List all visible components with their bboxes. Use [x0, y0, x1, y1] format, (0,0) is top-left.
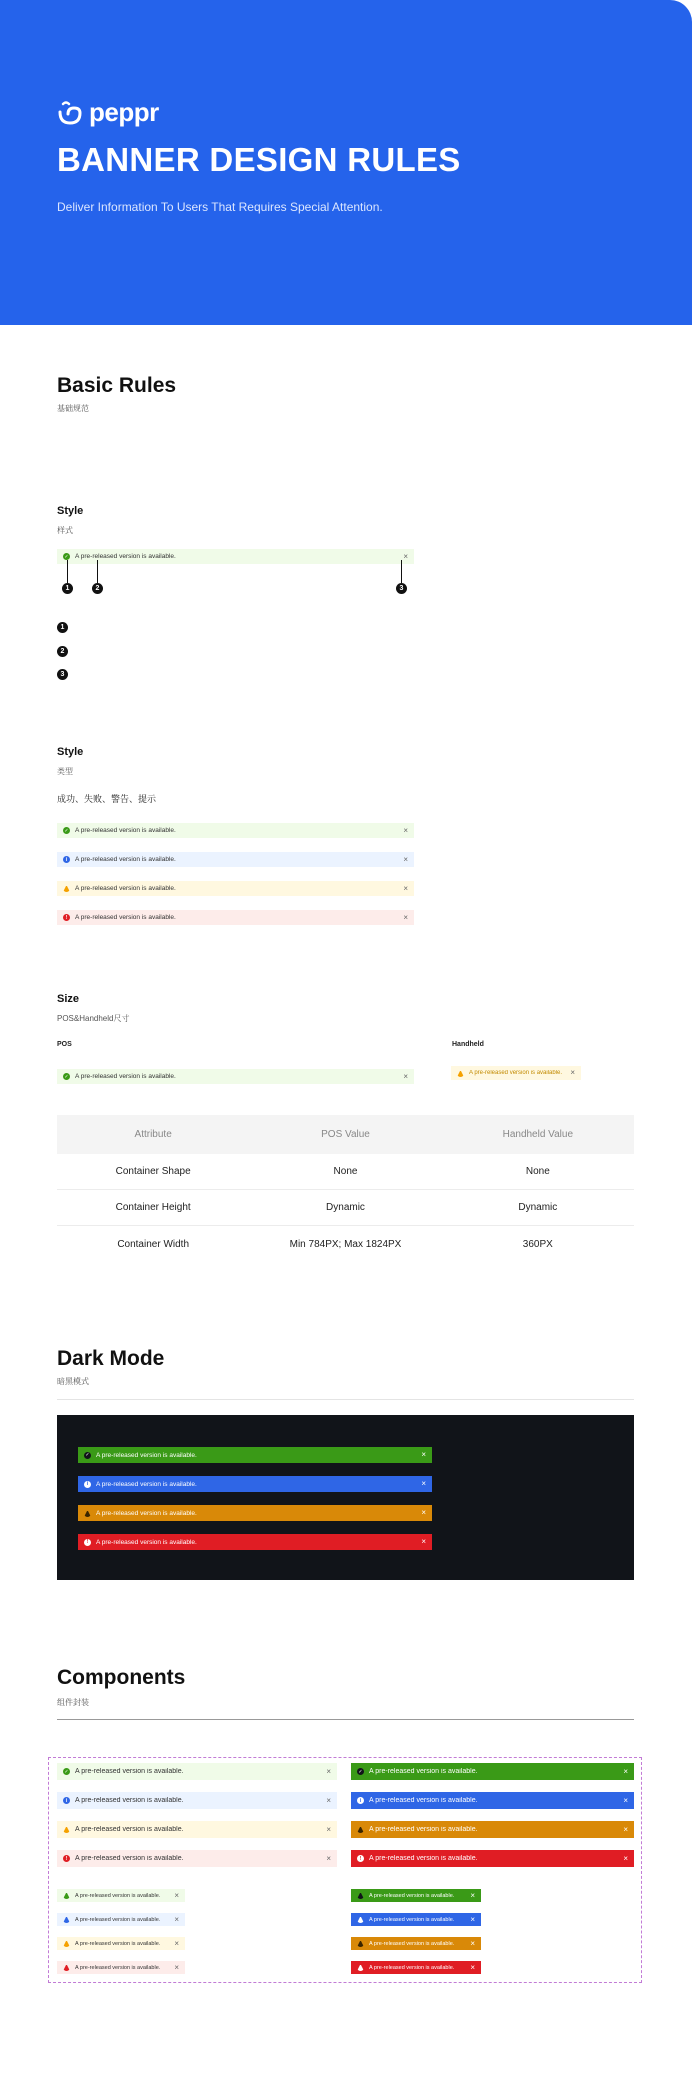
dark-info-banner: [78, 1476, 432, 1492]
banner-text: A pre-released version is available.: [96, 1451, 197, 1459]
table-row: [57, 1154, 634, 1190]
banner-text: A pre-released version is available.: [96, 1538, 197, 1546]
banner-text: A pre-released version is available.: [75, 827, 176, 834]
close-icon[interactable]: ×: [421, 1450, 426, 1459]
close-icon[interactable]: ×: [623, 1795, 628, 1805]
info-icon: i: [63, 856, 70, 863]
anatomy-banner: [57, 549, 414, 564]
banner-text: A pre-released version is available.: [75, 1768, 184, 1775]
close-icon[interactable]: ×: [623, 1824, 628, 1834]
error-banner: [57, 910, 414, 925]
peppr-logo: [57, 97, 159, 128]
size-subtitle: POS&Handheld尺寸: [57, 1014, 130, 1023]
basic-rules-subtitle: 基础规范: [57, 404, 89, 413]
peppr-logo-icon: [57, 100, 83, 126]
close-icon[interactable]: ×: [326, 1766, 331, 1776]
banner-text: A pre-released version is available.: [369, 1892, 455, 1899]
banner-text: A pre-released version is available.: [75, 1964, 161, 1971]
close-icon[interactable]: ×: [470, 1938, 475, 1948]
table-cell: Min 784PX; Max 1824PX: [289, 1238, 402, 1250]
close-icon[interactable]: ×: [470, 1914, 475, 1924]
legend-marker-1: 1: [57, 622, 68, 633]
warning-icon: [357, 1826, 364, 1833]
legend-marker-2: 2: [57, 646, 68, 657]
table-row: [57, 1190, 634, 1226]
size-table: [57, 1115, 634, 1262]
comp-handheld-info-dark: [351, 1913, 481, 1926]
close-icon[interactable]: ×: [326, 1853, 331, 1863]
table-cell: 360PX: [522, 1238, 553, 1250]
components-subtitle: 组件封装: [57, 1698, 89, 1707]
info-icon: i: [357, 1797, 364, 1804]
success-check-icon: ✓: [64, 553, 69, 560]
comp-handheld-success-light: [57, 1889, 185, 1902]
handheld-label: Handheld: [452, 1041, 484, 1048]
banner-text: A pre-released version is available.: [75, 1855, 184, 1862]
banner-text: A pre-released version is available.: [75, 1826, 184, 1833]
close-icon[interactable]: ×: [403, 912, 408, 922]
close-icon[interactable]: ×: [623, 1766, 628, 1776]
info-icon: i: [63, 1797, 70, 1804]
close-icon[interactable]: ×: [403, 1071, 408, 1081]
dark-warning-banner: [78, 1505, 432, 1521]
components-title: Components: [57, 1666, 186, 1689]
dark-mode-subtitle: 暗黑模式: [57, 1377, 89, 1386]
section-divider: [57, 1399, 634, 1400]
comp-warning-light: [57, 1821, 337, 1838]
table-row: [57, 1226, 634, 1262]
banner-text: A pre-released version is available.: [75, 553, 176, 560]
comp-handheld-warning-dark: [351, 1937, 481, 1950]
pos-banner: [57, 1069, 414, 1084]
marker-line-1: [67, 560, 68, 583]
style-types-title: Style: [57, 746, 84, 758]
warning-icon: [63, 1826, 70, 1833]
success-check-icon: ✓: [85, 1452, 90, 1458]
info-banner: [57, 852, 414, 867]
comp-error-dark: [351, 1850, 634, 1867]
table-header-cell: POS Value: [321, 1129, 370, 1140]
warning-icon: [457, 1070, 464, 1077]
marker-2: 2: [92, 583, 103, 594]
table-cell: Container Shape: [115, 1166, 191, 1177]
table-cell: Container Height: [115, 1202, 191, 1213]
marker-1: 1: [62, 583, 73, 594]
warning-icon: [84, 1510, 91, 1517]
logo-text: peppr: [89, 97, 159, 127]
error-icon: !: [84, 1539, 91, 1546]
banner-text: A pre-released version is available.: [369, 1916, 455, 1923]
style-types-subtitle: 类型: [57, 767, 73, 776]
close-icon[interactable]: ×: [403, 854, 408, 864]
close-icon[interactable]: ×: [174, 1962, 179, 1972]
close-icon[interactable]: ×: [326, 1824, 331, 1834]
error-icon: [357, 1964, 364, 1971]
section-divider: [57, 1719, 634, 1720]
table-cell: Dynamic: [326, 1202, 365, 1213]
banner-text: A pre-released version is available.: [75, 1892, 161, 1899]
comp-error-light: [57, 1850, 337, 1867]
handheld-banner: [451, 1066, 581, 1080]
banner-text: A pre-released version is available.: [75, 914, 176, 921]
style-anatomy-subtitle: 样式: [57, 526, 73, 535]
error-icon: !: [63, 1855, 70, 1862]
banner-text: A pre-released version is available.: [369, 1797, 478, 1804]
info-icon: [357, 1916, 364, 1923]
close-icon[interactable]: ×: [623, 1853, 628, 1863]
banner-text: A pre-released version is available.: [96, 1509, 197, 1517]
close-icon[interactable]: ×: [174, 1938, 179, 1948]
dark-success-banner: [78, 1447, 432, 1463]
error-icon: !: [63, 914, 70, 921]
dark-mode-panel: [57, 1415, 634, 1580]
legend-marker-3: 3: [57, 669, 68, 680]
comp-success-light: [57, 1763, 337, 1780]
close-icon[interactable]: ×: [570, 1068, 575, 1077]
banner-text: A pre-released version is available.: [75, 856, 176, 863]
info-icon: i: [84, 1481, 91, 1488]
info-icon: [63, 1916, 70, 1923]
comp-info-dark: [351, 1792, 634, 1809]
close-icon[interactable]: ×: [470, 1962, 475, 1972]
banner-text: A pre-released version is available.: [369, 1826, 478, 1833]
warning-icon: [63, 1940, 70, 1947]
comp-handheld-warning-light: [57, 1937, 185, 1950]
comp-handheld-error-light: [57, 1961, 185, 1974]
marker-line-2: [97, 560, 98, 583]
table-cell: None: [333, 1166, 358, 1177]
banner-text: A pre-released version is available.: [469, 1070, 563, 1076]
comp-success-dark: [351, 1763, 634, 1780]
warning-banner: [57, 881, 414, 896]
close-icon[interactable]: ×: [421, 1537, 426, 1546]
table-cell: None: [525, 1166, 550, 1177]
success-banner: [57, 823, 414, 838]
warning-icon: [63, 885, 70, 892]
hero-header: [0, 0, 692, 325]
comp-info-light: [57, 1792, 337, 1809]
success-icon: [63, 1892, 70, 1899]
pos-label: POS: [57, 1041, 72, 1048]
table-header-cell: Handheld Value: [502, 1129, 574, 1140]
dark-error-banner: [78, 1534, 432, 1550]
style-anatomy-title: Style: [57, 505, 84, 517]
close-icon[interactable]: ×: [421, 1508, 426, 1517]
page-title: BANNER DESIGN RULES: [57, 141, 461, 178]
banner-text: A pre-released version is available.: [75, 1073, 176, 1080]
close-icon[interactable]: ×: [174, 1890, 179, 1900]
error-icon: [63, 1964, 70, 1971]
warning-icon: [357, 1940, 364, 1947]
banner-text: A pre-released version is available.: [369, 1855, 478, 1862]
basic-rules-title: Basic Rules: [57, 374, 177, 397]
table-cell: Dynamic: [518, 1202, 558, 1213]
close-icon[interactable]: ×: [326, 1795, 331, 1805]
comp-handheld-success-dark: [351, 1889, 481, 1902]
error-icon: !: [357, 1855, 364, 1862]
comp-handheld-info-light: [57, 1913, 185, 1926]
close-icon[interactable]: ×: [470, 1890, 475, 1900]
comp-warning-dark: [351, 1821, 634, 1838]
banner-text: A pre-released version is available.: [75, 885, 176, 892]
close-icon[interactable]: ×: [174, 1914, 179, 1924]
close-icon[interactable]: ×: [403, 551, 408, 561]
success-check-icon: ✓: [64, 1768, 69, 1775]
success-check-icon: ✓: [64, 827, 69, 834]
banner-text: A pre-released version is available.: [75, 1940, 161, 1947]
marker-line-3: [401, 560, 402, 583]
banner-text: A pre-released version is available.: [369, 1940, 455, 1947]
table-header-cell: Attribute: [134, 1129, 172, 1140]
table-cell: Container Width: [117, 1238, 190, 1250]
banner-text: A pre-released version is available.: [369, 1964, 455, 1971]
close-icon[interactable]: ×: [403, 883, 408, 893]
close-icon[interactable]: ×: [421, 1479, 426, 1488]
style-types-label: 成功、失败、警告、提示: [57, 794, 157, 804]
table-header-row: [57, 1115, 634, 1154]
banner-text: A pre-released version is available.: [96, 1480, 197, 1488]
banner-text: A pre-released version is available.: [75, 1916, 161, 1923]
marker-3: 3: [396, 583, 407, 594]
banner-text: A pre-released version is available.: [75, 1797, 184, 1804]
success-check-icon: ✓: [358, 1768, 363, 1775]
success-icon: [357, 1892, 364, 1899]
page-subtitle: Deliver Information To Users That Requires Special Attention.: [57, 200, 383, 214]
success-check-icon: ✓: [64, 1073, 69, 1080]
size-title: Size: [57, 993, 80, 1005]
comp-handheld-error-dark: [351, 1961, 481, 1974]
banner-text: A pre-released version is available.: [369, 1768, 478, 1775]
close-icon[interactable]: ×: [403, 825, 408, 835]
dark-mode-title: Dark Mode: [57, 1347, 165, 1370]
